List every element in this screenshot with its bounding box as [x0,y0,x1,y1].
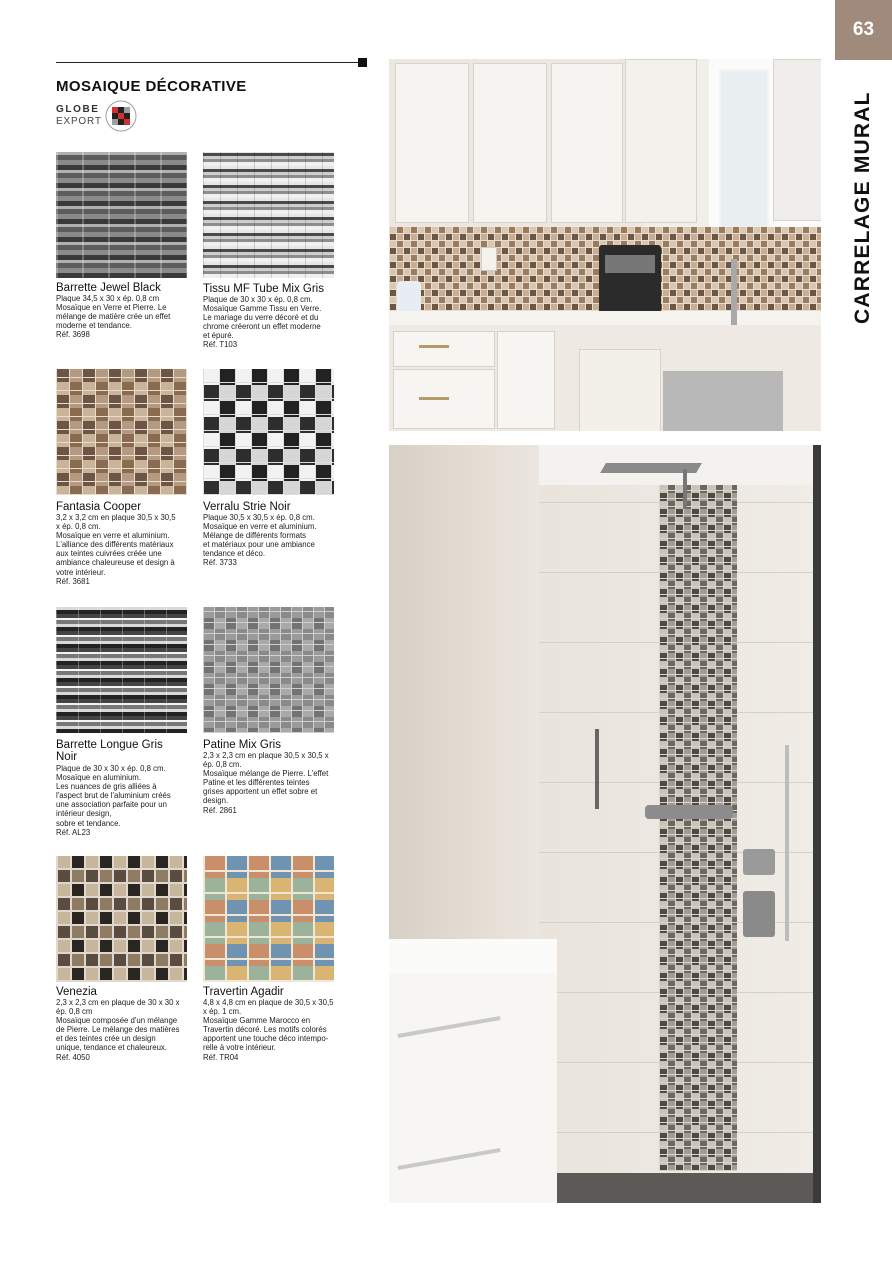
brand-logo [56,100,146,132]
product-image-barrette-longue [56,607,187,733]
product-image-patine-mix-gris [203,607,334,733]
product-description: 4,8 x 4,8 cm en plaque de 30,5 x 30,5 x ép. 1 cm. Mosaïque Gamme Marocco en Travertin décoré. Les motifs colorés apportent une touche déco intempo- relle à votre intérieur. Réf. TR04 [203,998,334,1062]
section-title: MOSAIQUE DÉCORATIVE [56,78,247,95]
product-description: Plaque de 30 x 30 x ép. 0,8 cm. Mosaïque Gamme Tissu en Verre. Le mariage du verre décoré et du chrome créeront un effet moderne et épuré. Réf. T103 [203,295,322,350]
product-name: Verralu Strie Noir [203,501,291,513]
product-description: 2,3 x 2,3 cm en plaque 30,5 x 30,5 x ép. 0,8 cm. Mosaïque mélange de Pierre. L'effet Patine et les différentes teintes grises apportent un effet sobre et design. Réf. 2861 [203,751,329,815]
bathroom-photo [389,445,821,1203]
brand-line1: GLOBE [56,104,100,115]
side-title: CARRELAGE MURAL [851,91,874,324]
product-image-fantasia-cooper [56,369,187,495]
page-number: 63 [835,0,892,60]
header-rule [56,62,362,63]
globe-icon [105,100,137,132]
product-image-tissu-mf-tube [203,152,334,278]
product-description: Plaque de 30 x 30 x ép. 0,8 cm. Mosaïque en aluminium. Les nuances de gris alliées à l'aspect brut de l'aluminium créés une association parfaite pour un intérieur design, sobre et tendance. Réf. AL23 [56,764,171,837]
product-description: 3,2 x 3,2 cm en plaque 30,5 x 30,5 x ép. 0,8 cm. Mosaïque en verre et aluminium. L'alliance des différents matériaux aux teintes cuivrées créée une ambiance chaleureuse et design à votre intérieur. Réf. 3681 [56,513,176,586]
product-name: Tissu MF Tube Mix Gris [203,283,324,295]
product-description: Plaque 34,5 x 30 x ép. 0,8 cm Mosaïque en Verre et Pierre. Le mélange de matière crée un effet moderne et tendance. Réf. 3698 [56,294,171,340]
product-image-travertin-agadir [203,856,334,982]
product-description: 2,3 x 2,3 cm en plaque de 30 x 30 x ép. 0,8 cm Mosaïque composée d'un mélange de Pierre. Le mélange des matières et des teintes crée un design unique, tendance et chaleureux. Réf. 4050 [56,998,180,1062]
product-image-barrette-jewel-black [56,152,187,278]
product-image-venezia [56,856,187,982]
product-name: Barrette Longue Gris Noir [56,739,163,763]
brand-line2: EXPORT [56,116,102,127]
product-name: Travertin Agadir [203,986,284,998]
kitchen-photo [389,59,821,431]
product-description: Plaque 30,5 x 30,5 x ép. 0,8 cm. Mosaïque en verre et aluminium. Mélange de différents formats et matériaux pour une ambiance tendance et déco. Réf. 3733 [203,513,317,568]
product-image-verralu-strie-noir [203,369,334,495]
product-name: Fantasia Cooper [56,501,142,513]
product-name: Patine Mix Gris [203,739,281,751]
header-rule-square [358,58,367,67]
product-name: Venezia [56,986,97,998]
product-name: Barrette Jewel Black [56,282,161,294]
